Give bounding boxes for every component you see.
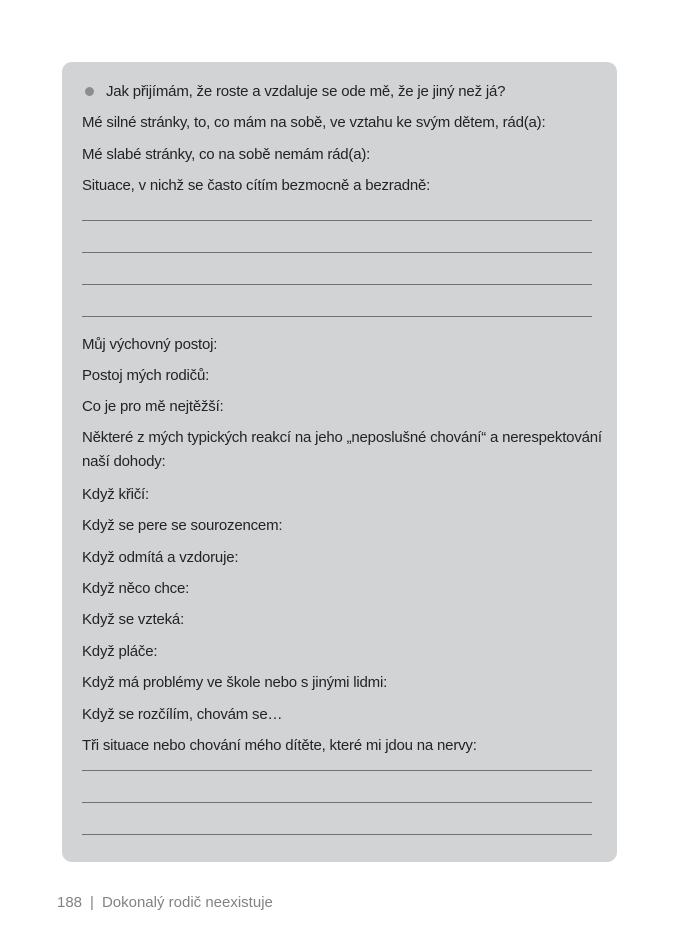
answer-line xyxy=(82,762,592,771)
prompt-strengths: Mé silné stránky, to, co mám na sobě, ve vztahu ke svým dětem, rád(a): xyxy=(82,114,546,132)
answer-lines-top xyxy=(82,202,592,317)
prompt-my-parenting-attitude: Můj výchovný postoj: xyxy=(82,335,218,353)
worksheet-panel xyxy=(62,62,617,862)
bullet-icon xyxy=(85,87,94,96)
prompt-when-cries: Když pláče: xyxy=(82,642,158,660)
answer-line xyxy=(82,803,592,835)
prompt-typical-reactions-line1: Některé z mých typických reakcí na jeho „neposlušné chování“ a nerespektování xyxy=(82,428,602,446)
bullet-question-text: Jak přijímám, že roste a vzdaluje se ode mě, že je jiný než já? xyxy=(106,83,506,100)
prompt-typical-reactions xyxy=(82,426,602,475)
page-footer xyxy=(57,892,273,914)
answer-line xyxy=(82,202,592,221)
prompt-when-refuses: Když odmítá a vzdoruje: xyxy=(82,548,239,566)
prompt-when-screams: Když křičí: xyxy=(82,485,149,503)
prompt-hardest-for-me: Co je pro mě nejtěžší: xyxy=(82,398,224,416)
prompt-typical-reactions-line2: naší dohody: xyxy=(82,453,166,471)
page-number: 188 xyxy=(57,894,83,911)
prompt-when-wants-something: Když něco chce: xyxy=(82,580,190,598)
answer-line xyxy=(82,285,592,317)
prompt-when-i-get-upset: Když se rozčílím, chovám se… xyxy=(82,705,283,723)
book-title: Dokonalý rodič neexistuje xyxy=(101,894,273,911)
prompt-when-fights-sibling: Když se pere se sourozencem: xyxy=(82,517,283,535)
prompt-when-tantrum: Když se vzteká: xyxy=(82,611,185,629)
answer-line xyxy=(82,253,592,285)
prompt-weaknesses: Mé slabé stránky, co na sobě nemám rád(a): xyxy=(82,145,371,163)
bullet-question-row xyxy=(82,76,592,107)
footer-separator: | xyxy=(90,894,94,911)
prompt-helpless-situations: Situace, v nichž se často cítím bezmocně a bezradně: xyxy=(82,177,431,195)
prompt-three-annoying-situations: Tři situace nebo chování mého dítěte, které mi jdou na nervy: xyxy=(82,737,477,755)
answer-line xyxy=(82,221,592,253)
prompt-when-school-problems: Když má problémy ve škole nebo s jinými lidmi: xyxy=(82,674,388,692)
answer-lines-bottom xyxy=(82,762,592,835)
prompt-my-parents-attitude: Postoj mých rodičů: xyxy=(82,367,210,385)
answer-line xyxy=(82,771,592,803)
